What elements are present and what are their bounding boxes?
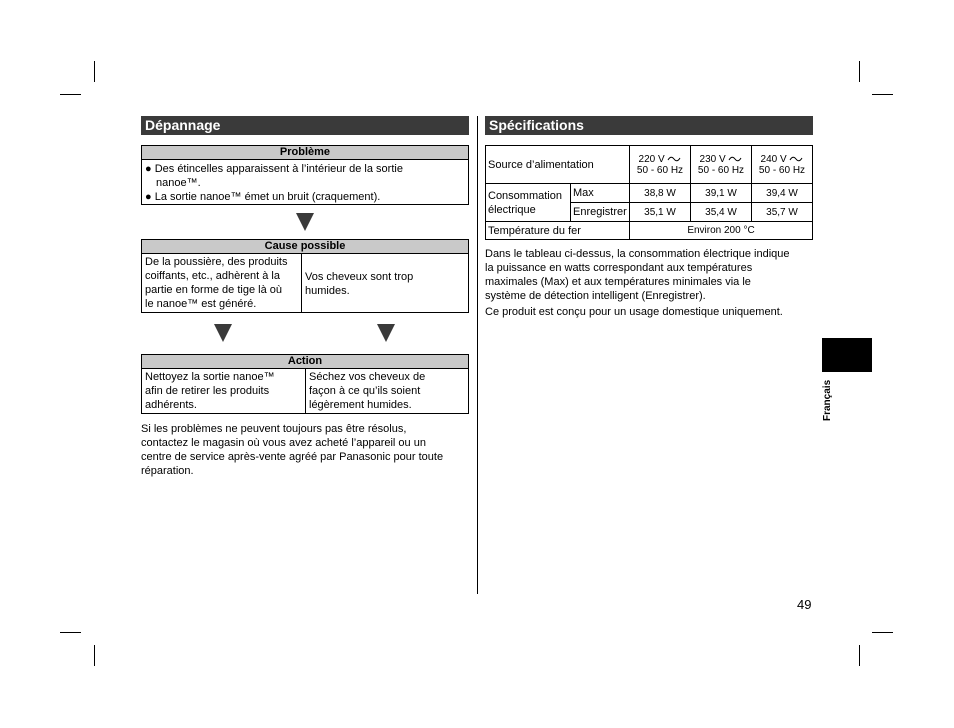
crop-mark <box>60 94 81 95</box>
consumption-label-line: électrique <box>488 203 536 216</box>
spec-para-line: maximales (Max) et aux températures minimales via le <box>485 276 751 288</box>
page-number: 49 <box>797 597 812 612</box>
cause-header: Cause possible <box>142 240 468 254</box>
spec-domestic-note: Ce produit est conçu pour un usage domestique uniquement. <box>485 306 783 318</box>
crop-mark <box>60 632 81 633</box>
spec-max-220: 38,8 W <box>630 184 691 203</box>
spec-max-230: 39,1 W <box>691 184 752 203</box>
down-arrow-icon <box>214 324 232 342</box>
ac-wave-icon <box>789 155 803 163</box>
action-header: Action <box>142 355 468 369</box>
action-line: afin de retirer les produits <box>145 385 270 397</box>
action-line: façon à ce qu’ils soient <box>309 385 421 397</box>
section-title-specifications: Spécifications <box>485 116 813 135</box>
problem-item: ● La sortie nanoe™ émet un bruit (craquement). <box>145 191 381 203</box>
note-line: centre de service après-vente agréé par Panasonic pour toute <box>141 451 444 463</box>
cause-cell-dust <box>142 254 302 313</box>
action-line: adhérents. <box>145 399 197 411</box>
crop-mark <box>94 645 95 666</box>
crop-mark <box>872 94 893 95</box>
crop-mark <box>859 645 860 666</box>
cause-line: De la poussière, des produits <box>145 256 288 268</box>
spec-iron-label: Température du fer <box>486 222 630 240</box>
problem-item: ● Des étincelles apparaissent à l’intérieur de la sortie <box>145 163 403 175</box>
action-cell-clean <box>142 369 306 414</box>
voltage-value: 240 V <box>760 153 787 165</box>
spec-reg-label: Enregistrer <box>571 203 630 222</box>
cause-line: Vos cheveux sont trop <box>305 270 414 283</box>
spec-voltage-220 <box>630 146 691 184</box>
note-line: réparation. <box>141 465 194 477</box>
troubleshooting-note <box>141 422 473 478</box>
cause-cell-humid <box>302 254 468 313</box>
note-line: Si les problèmes ne peuvent toujours pas être résolus, <box>141 423 407 435</box>
cause-line: humides. <box>305 284 350 297</box>
frequency-value: 50 - 60 Hz <box>636 164 684 176</box>
voltage-value: 230 V <box>699 153 726 165</box>
spec-reg-240: 35,7 W <box>752 203 813 222</box>
problem-item: nanoe™. <box>156 177 201 189</box>
spec-para-line: la puissance en watts correspondant aux températures <box>485 262 753 274</box>
spec-para-line: Dans le tableau ci-dessus, la consommation électrique indique <box>485 248 790 260</box>
note-line: contactez le magasin où vous avez acheté l’appareil ou un <box>141 437 426 449</box>
spec-voltage-240 <box>752 146 813 184</box>
cause-line: coiffants, etc., adhèrent à la <box>145 270 280 282</box>
problem-header: Problème <box>142 146 468 160</box>
column-divider <box>477 116 478 594</box>
down-arrow-icon <box>377 324 395 342</box>
crop-mark <box>94 61 95 82</box>
down-arrow-icon <box>296 213 314 231</box>
spec-voltage-230 <box>691 146 752 184</box>
action-box <box>141 354 469 414</box>
crop-mark <box>859 61 860 82</box>
spec-power-label: Source d’alimentation <box>486 146 630 184</box>
spec-paragraph <box>485 247 820 319</box>
action-line: légèrement humides. <box>309 399 412 411</box>
action-cell-dry <box>306 369 468 414</box>
ac-wave-icon <box>728 155 742 163</box>
language-tab <box>822 338 872 372</box>
problem-list <box>142 160 468 206</box>
action-line: Séchez vos cheveux de <box>309 371 426 383</box>
spec-consumption-label <box>486 184 571 222</box>
cause-line: le nanoe™ est généré. <box>145 298 257 310</box>
section-title-troubleshooting: Dépannage <box>141 116 469 135</box>
action-line: Nettoyez la sortie nanoe™ <box>145 371 275 383</box>
frequency-value: 50 - 60 Hz <box>758 164 806 176</box>
frequency-value: 50 - 60 Hz <box>697 164 745 176</box>
ac-wave-icon <box>667 155 681 163</box>
spec-table <box>485 145 813 240</box>
spec-reg-220: 35,1 W <box>630 203 691 222</box>
cause-box <box>141 239 469 313</box>
consumption-label-line: Consommation <box>488 189 562 202</box>
crop-mark <box>872 632 893 633</box>
spec-reg-230: 35,4 W <box>691 203 752 222</box>
spec-max-label: Max <box>571 184 630 203</box>
spec-max-240: 39,4 W <box>752 184 813 203</box>
problem-box <box>141 145 469 205</box>
cause-line: partie en forme de tige là où <box>145 284 282 296</box>
voltage-value: 220 V <box>638 153 665 165</box>
language-label: Français <box>822 379 833 421</box>
spec-para-line: système de détection intelligent (Enregistrer). <box>485 290 706 302</box>
spec-iron-value: Environ 200 °C <box>630 222 813 240</box>
